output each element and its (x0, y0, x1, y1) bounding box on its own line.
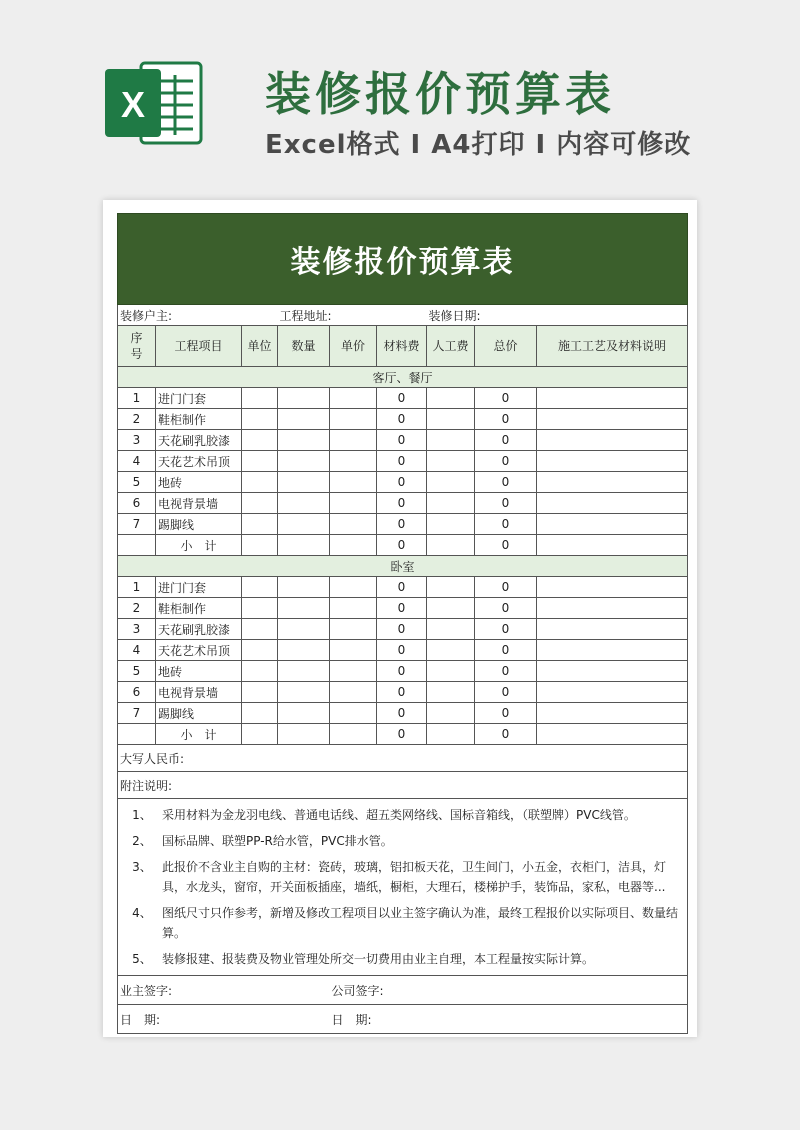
row-material[interactable]: 0 (377, 703, 427, 724)
company-date-label[interactable]: 日 期: (330, 1005, 688, 1034)
section-title: 客厅、餐厅 (118, 367, 688, 388)
note-number: 5、 (132, 952, 152, 966)
row-item[interactable]: 地砖 (156, 472, 242, 493)
row-unit[interactable] (242, 388, 278, 409)
row-material[interactable]: 0 (377, 598, 427, 619)
address-label[interactable]: 工程地址: (278, 305, 427, 326)
row-no: 6 (118, 493, 156, 514)
row-unit[interactable] (242, 577, 278, 598)
subtotal-label: 小 计 (156, 535, 242, 556)
row-price[interactable] (330, 640, 377, 661)
sheet-title: 装修报价预算表 (118, 214, 688, 305)
logo-letter: X (120, 84, 146, 125)
row-labor[interactable] (427, 493, 475, 514)
table-row (118, 598, 688, 619)
row-labor[interactable] (427, 451, 475, 472)
table-row (118, 472, 688, 493)
row-material[interactable]: 0 (377, 577, 427, 598)
row-total[interactable]: 0 (475, 682, 537, 703)
row-total[interactable]: 0 (475, 472, 537, 493)
note-number: 2、 (132, 834, 152, 848)
col-total: 总价 (475, 326, 537, 367)
row-total[interactable]: 0 (475, 388, 537, 409)
row-description[interactable] (537, 598, 688, 619)
row-no: 7 (118, 514, 156, 535)
row-no: 4 (118, 640, 156, 661)
row-unit[interactable] (242, 598, 278, 619)
row-no: 2 (118, 409, 156, 430)
notes-row (118, 799, 688, 976)
row-total[interactable]: 0 (475, 598, 537, 619)
row-price[interactable] (330, 682, 377, 703)
row-price[interactable] (330, 388, 377, 409)
capital-row (118, 745, 688, 772)
col-unit: 单位 (242, 326, 278, 367)
signature-row (118, 976, 688, 1005)
owner-date-label[interactable]: 日 期: (118, 1005, 330, 1034)
row-qty[interactable] (278, 703, 330, 724)
row-qty[interactable] (278, 619, 330, 640)
date-label[interactable]: 装修日期: (427, 305, 688, 326)
row-qty[interactable] (278, 430, 330, 451)
row-total[interactable]: 0 (475, 493, 537, 514)
row-price[interactable] (330, 451, 377, 472)
row-description[interactable] (537, 472, 688, 493)
col-description: 施工工艺及材料说明 (537, 326, 688, 367)
row-unit[interactable] (242, 451, 278, 472)
spreadsheet-page (103, 200, 697, 1037)
page-subtitle: Excel格式 I A4打印 I 内容可修改 (265, 130, 692, 160)
row-total[interactable]: 0 (475, 514, 537, 535)
table-row (118, 430, 688, 451)
subtotal-row (118, 535, 688, 556)
note-item (122, 831, 683, 851)
table-row (118, 451, 688, 472)
row-description[interactable] (537, 514, 688, 535)
row-labor[interactable] (427, 682, 475, 703)
row-total[interactable]: 0 (475, 703, 537, 724)
table-row (118, 640, 688, 661)
row-price[interactable] (330, 598, 377, 619)
table-row (118, 388, 688, 409)
col-price: 单价 (330, 326, 377, 367)
row-total[interactable]: 0 (475, 661, 537, 682)
note-number: 4、 (132, 906, 152, 920)
row-description[interactable] (537, 430, 688, 451)
row-price[interactable] (330, 577, 377, 598)
row-item[interactable]: 电视背景墙 (156, 682, 242, 703)
row-total[interactable]: 0 (475, 577, 537, 598)
row-total[interactable]: 0 (475, 451, 537, 472)
owner-signature-label[interactable]: 业主签字: (118, 976, 330, 1005)
row-item[interactable]: 电视背景墙 (156, 493, 242, 514)
info-row (118, 305, 688, 326)
row-material[interactable]: 0 (377, 493, 427, 514)
row-qty[interactable] (278, 388, 330, 409)
row-unit[interactable] (242, 640, 278, 661)
row-item[interactable]: 踢脚线 (156, 514, 242, 535)
subtotal-material: 0 (377, 724, 427, 745)
row-no: 3 (118, 430, 156, 451)
row-item[interactable]: 踢脚线 (156, 703, 242, 724)
row-material[interactable]: 0 (377, 409, 427, 430)
row-total[interactable]: 0 (475, 430, 537, 451)
subtotal-total: 0 (475, 724, 537, 745)
subtotal-total: 0 (475, 535, 537, 556)
row-material[interactable]: 0 (377, 682, 427, 703)
row-item[interactable]: 天花刷乳胶漆 (156, 430, 242, 451)
row-no: 4 (118, 451, 156, 472)
note-item (122, 903, 683, 943)
row-unit[interactable] (242, 472, 278, 493)
note-number: 3、 (132, 860, 152, 874)
note-text: 国标品牌、联塑PP-R给水管，PVC排水管。 (162, 834, 393, 848)
date-row (118, 1005, 688, 1034)
table-row (118, 577, 688, 598)
note-item (122, 949, 683, 969)
company-signature-label[interactable]: 公司签字: (330, 976, 688, 1005)
row-total[interactable]: 0 (475, 619, 537, 640)
row-no: 7 (118, 703, 156, 724)
table-row (118, 703, 688, 724)
row-labor[interactable] (427, 514, 475, 535)
table-row (118, 493, 688, 514)
row-material[interactable]: 0 (377, 640, 427, 661)
row-no: 5 (118, 472, 156, 493)
row-qty[interactable] (278, 451, 330, 472)
row-item[interactable]: 鞋柜制作 (156, 598, 242, 619)
row-unit[interactable] (242, 430, 278, 451)
row-description[interactable] (537, 409, 688, 430)
notes-label: 附注说明: (118, 772, 688, 799)
row-labor[interactable] (427, 661, 475, 682)
row-price[interactable] (330, 619, 377, 640)
row-qty[interactable] (278, 661, 330, 682)
row-description[interactable] (537, 682, 688, 703)
col-material: 材料费 (377, 326, 427, 367)
notes-cell (118, 799, 688, 976)
table-row (118, 661, 688, 682)
row-qty[interactable] (278, 577, 330, 598)
row-qty[interactable] (278, 598, 330, 619)
row-labor[interactable] (427, 430, 475, 451)
row-no: 1 (118, 577, 156, 598)
row-material[interactable]: 0 (377, 430, 427, 451)
row-item[interactable]: 天花艺术吊顶 (156, 640, 242, 661)
row-item[interactable]: 鞋柜制作 (156, 409, 242, 430)
col-qty: 数量 (278, 326, 330, 367)
row-price[interactable] (330, 409, 377, 430)
row-unit[interactable] (242, 682, 278, 703)
row-total[interactable]: 0 (475, 640, 537, 661)
row-description[interactable] (537, 451, 688, 472)
row-description[interactable] (537, 640, 688, 661)
row-qty[interactable] (278, 640, 330, 661)
subtotal-row (118, 724, 688, 745)
row-qty[interactable] (278, 472, 330, 493)
excel-logo-icon (103, 57, 203, 149)
col-labor: 人工费 (427, 326, 475, 367)
row-qty[interactable] (278, 493, 330, 514)
row-price[interactable] (330, 493, 377, 514)
note-item (122, 857, 683, 897)
row-labor[interactable] (427, 409, 475, 430)
row-material[interactable]: 0 (377, 472, 427, 493)
row-unit[interactable] (242, 703, 278, 724)
row-unit[interactable] (242, 493, 278, 514)
subtotal-material: 0 (377, 535, 427, 556)
row-price[interactable] (330, 430, 377, 451)
owner-label[interactable]: 装修户主: (118, 305, 278, 326)
row-no: 6 (118, 682, 156, 703)
row-price[interactable] (330, 514, 377, 535)
page-title: 装修报价预算表 (265, 67, 615, 121)
row-labor[interactable] (427, 619, 475, 640)
section-header-row (118, 367, 688, 388)
row-item[interactable]: 天花刷乳胶漆 (156, 619, 242, 640)
table-row (118, 619, 688, 640)
row-labor[interactable] (427, 577, 475, 598)
row-labor[interactable] (427, 640, 475, 661)
budget-table (117, 213, 688, 1034)
row-total[interactable]: 0 (475, 409, 537, 430)
row-item[interactable]: 进门门套 (156, 577, 242, 598)
row-item[interactable]: 天花艺术吊顶 (156, 451, 242, 472)
row-labor[interactable] (427, 472, 475, 493)
row-material[interactable]: 0 (377, 619, 427, 640)
row-unit[interactable] (242, 661, 278, 682)
section-header-row (118, 556, 688, 577)
row-material[interactable]: 0 (377, 661, 427, 682)
row-no: 2 (118, 598, 156, 619)
row-description[interactable] (537, 493, 688, 514)
col-no: 序号 (118, 326, 156, 367)
note-text: 图纸尺寸只作参考，新增及修改工程项目以业主签字确认为准，最终工程报价以实际项目、数量结算。 (162, 906, 679, 940)
row-description[interactable] (537, 703, 688, 724)
note-text: 此报价不含业主自购的主材：瓷砖，玻璃，铝扣板天花，卫生间门，小五金，衣柜门，洁具，灯具，水龙头，窗帘，开关面板插座，墙纸，橱柜，大理石，楼梯护手，装饰品，家私，电器等... (162, 860, 667, 894)
row-description[interactable] (537, 619, 688, 640)
table-row (118, 514, 688, 535)
col-item: 工程项目 (156, 326, 242, 367)
row-qty[interactable] (278, 682, 330, 703)
row-description[interactable] (537, 661, 688, 682)
row-item[interactable]: 地砖 (156, 661, 242, 682)
table-row (118, 409, 688, 430)
row-unit[interactable] (242, 409, 278, 430)
row-price[interactable] (330, 472, 377, 493)
row-unit[interactable] (242, 514, 278, 535)
row-unit[interactable] (242, 619, 278, 640)
row-description[interactable] (537, 577, 688, 598)
row-price[interactable] (330, 703, 377, 724)
column-header-row (118, 326, 688, 367)
notes-label-row (118, 772, 688, 799)
note-number: 1、 (132, 808, 152, 822)
row-no: 5 (118, 661, 156, 682)
row-material[interactable]: 0 (377, 388, 427, 409)
row-labor[interactable] (427, 703, 475, 724)
note-item (122, 805, 683, 825)
table-row (118, 682, 688, 703)
row-price[interactable] (330, 661, 377, 682)
row-no: 1 (118, 388, 156, 409)
row-description[interactable] (537, 388, 688, 409)
row-item[interactable]: 进门门套 (156, 388, 242, 409)
row-labor[interactable] (427, 388, 475, 409)
note-text: 装修报建、报装费及物业管理处所交一切费用由业主自理，本工程量按实际计算。 (162, 952, 595, 966)
row-material[interactable]: 0 (377, 514, 427, 535)
row-material[interactable]: 0 (377, 451, 427, 472)
subtotal-label: 小 计 (156, 724, 242, 745)
note-text: 采用材料为金龙羽电线、普通电话线、超五类网络线、国标音箱线，（联塑牌）PVC线管。 (162, 808, 636, 822)
row-labor[interactable] (427, 598, 475, 619)
capital-label[interactable]: 大写人民币: (118, 745, 688, 772)
row-no: 3 (118, 619, 156, 640)
row-qty[interactable] (278, 514, 330, 535)
row-qty[interactable] (278, 409, 330, 430)
section-title: 卧室 (118, 556, 688, 577)
